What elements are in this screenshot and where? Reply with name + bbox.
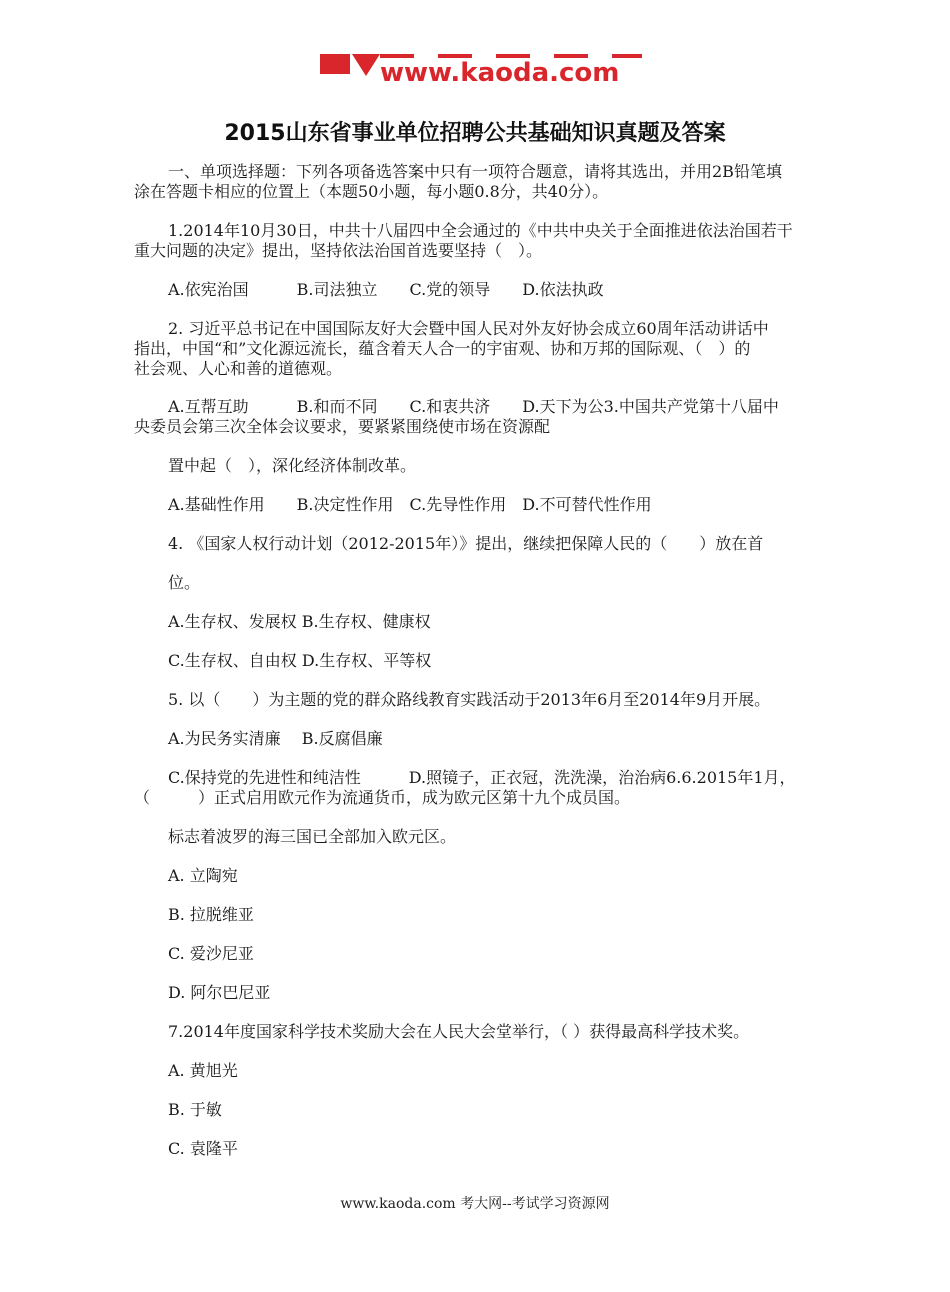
logo-text: www.kaoda.com <box>380 58 620 88</box>
text-line: B. 拉脱维亚 <box>168 905 254 924</box>
text-line: A.依宪治国 B.司法独立 C.党的领导 D.依法执政 <box>168 280 604 299</box>
text-line: A.生存权、发展权 B.生存权、健康权 <box>168 612 431 631</box>
text-line: 1.2014年10月30日，中共十八届四中全会通过的《中共中央关于全面推进依法治国若干 <box>168 221 793 240</box>
text-line: 社会观、人心和善的道德观。 <box>134 359 343 378</box>
text-line: 央委员会第三次全体会议要求，要紧紧围绕使市场在资源配 <box>134 417 551 436</box>
text-line: 4. 《国家人权行动计划（2012-2015年）》提出，继续把保障人民的（ ）放在首 <box>168 534 764 553</box>
text-line: D. 阿尔巴尼亚 <box>168 983 271 1002</box>
text-line: 重大问题的决定》提出，坚持依法治国首选要坚持（ ）。 <box>134 241 543 260</box>
page-footer: www.kaoda.com 考大网--考试学习资源网 <box>340 1196 610 1212</box>
text-line: B. 于敏 <box>168 1100 222 1119</box>
text-line: 位。 <box>168 573 201 592</box>
text-line: C. 爱沙尼亚 <box>168 944 254 963</box>
text-line: A. 立陶宛 <box>168 866 238 885</box>
text-line: 7.2014年度国家科学技术奖励大会在人民大会堂举行，（ ）获得最高科学技术奖。 <box>168 1022 750 1041</box>
text-line: 涂在答题卡相应的位置上（本题50小题，每小题0.8分，共40分）。 <box>134 182 609 201</box>
text-line: A. 黄旭光 <box>168 1061 238 1080</box>
logo-red-block <box>320 54 350 74</box>
text-line: C.保持党的先进性和纯洁性 D.照镜子，正衣冠，洗洗澡，治治病6.6.2015年1月， <box>168 768 796 787</box>
text-line: 2. 习近平总书记在中国国际友好大会暨中国人民对外友好协会成立60周年活动讲话中 <box>168 319 769 338</box>
text-line: 置中起（ ），深化经济体制改革。 <box>168 456 417 475</box>
text-line: C. 袁隆平 <box>168 1139 238 1158</box>
page-title: 2015山东省事业单位招聘公共基础知识真题及答案 <box>224 121 726 146</box>
text-line: A.为民务实清廉 B.反腐倡廉 <box>168 729 383 748</box>
text-line: A.基础性作用 B.决定性作用 C.先导性作用 D.不可替代性作用 <box>168 495 652 514</box>
text-line: A.互帮互助 B.和而不同 C.和衷共济 D.天下为公3.中国共产党第十八届中 <box>168 397 779 416</box>
text-line: 标志着波罗的海三国已全部加入欧元区。 <box>168 827 457 846</box>
text-line: 5. 以（ ）为主题的党的群众路线教育实践活动于2013年6月至2014年9月开展。 <box>168 690 771 709</box>
text-line: C.生存权、自由权 D.生存权、平等权 <box>168 651 432 670</box>
text-line: 指出，中国“和”文化源远流长，蕴含着天人合一的宇宙观、协和万邦的国际观、（ ）的 <box>134 339 751 358</box>
text-line: 一、单项选择题：下列各项备选答案中只有一项符合题意，请将其选出，并用2B铅笔填 <box>168 162 782 181</box>
logo-red-mark <box>352 54 380 76</box>
text-line: （ ）正式启用欧元作为流通货币，成为欧元区第十九个成员国。 <box>134 788 631 807</box>
kaoda-logo <box>318 48 648 88</box>
